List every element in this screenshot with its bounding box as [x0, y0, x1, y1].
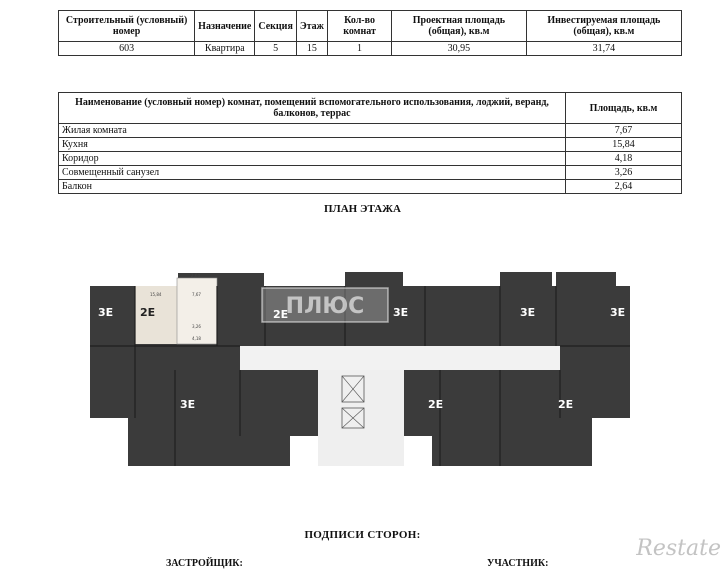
balcony: [345, 272, 403, 286]
unit-label: 3Е: [520, 306, 536, 319]
rooms-table: [58, 92, 682, 194]
room-area: 2,64: [566, 180, 682, 194]
room-area: 4,18: [566, 152, 682, 166]
participant-signature-label: УЧАСТНИК:: [487, 558, 549, 569]
highlighted-apartment-room: [177, 278, 217, 344]
area-label: 4,18: [192, 336, 201, 341]
corridor: [240, 346, 560, 370]
room-area: 15,84: [566, 138, 682, 152]
balcony: [556, 272, 616, 286]
unit-label: 3Е: [393, 306, 409, 319]
col-invest-area: Инвестируемая площадь (общая), кв.м: [526, 11, 681, 42]
balcony: [220, 273, 264, 287]
unit-label: 2Е: [428, 398, 444, 411]
table-row: [59, 138, 682, 152]
col-room-name: Наименование (условный номер) комнат, помещений вспомогательного использования, лоджий, веранд, балконов, террас: [59, 93, 566, 124]
developer-signature-label: ЗАСТРОЙЩИК:: [166, 558, 243, 569]
apartment-table: [58, 10, 682, 56]
col-rooms: Кол-во комнат: [327, 11, 391, 42]
room-name: Кухня: [59, 138, 566, 152]
table-row: [59, 42, 682, 56]
unit-label: 2Е: [558, 398, 574, 411]
unit-label: 3Е: [180, 398, 196, 411]
col-section: Секция: [255, 11, 296, 42]
cell-purpose: Квартира: [195, 42, 255, 56]
unit-label: 3Е: [610, 306, 626, 319]
area-label: 7,67: [192, 292, 201, 297]
watermark-text: ПЛЮС: [285, 294, 365, 319]
brand-watermark: Restate: [636, 536, 721, 561]
stair-core: [318, 370, 404, 466]
area-label: 2,64: [191, 273, 200, 278]
col-purpose: Назначение: [195, 11, 255, 42]
floor-plan: [80, 268, 645, 498]
cell-invest-area: 31,74: [526, 42, 681, 56]
col-room-area: Площадь, кв.м: [566, 93, 682, 124]
cell-number: 603: [59, 42, 195, 56]
area-label: 15,84: [150, 292, 162, 297]
cell-floor: 15: [296, 42, 327, 56]
signatures-title: ПОДПИСИ СТОРОН:: [304, 529, 421, 541]
col-floor: Этаж: [296, 11, 327, 42]
cell-section: 5: [255, 42, 296, 56]
table-row: [59, 124, 682, 138]
balcony: [500, 272, 552, 286]
table-row: [59, 166, 682, 180]
room-name: Жилая комната: [59, 124, 566, 138]
area-label: 3,26: [192, 324, 201, 329]
room-name: Коридор: [59, 152, 566, 166]
room-area: 3,26: [566, 166, 682, 180]
room-name: Балкон: [59, 180, 566, 194]
room-name: Совмещенный санузел: [59, 166, 566, 180]
table-row: [59, 152, 682, 166]
cell-design-area: 30,95: [392, 42, 527, 56]
cell-rooms: 1: [327, 42, 391, 56]
col-number: Строительный (условный) номер: [59, 11, 195, 42]
col-design-area: Проектная площадь (общая), кв.м: [392, 11, 527, 42]
plan-title: ПЛАН ЭТАЖА: [323, 203, 402, 215]
highlight-unit-label: 2Е: [140, 306, 156, 319]
table-row: [59, 180, 682, 194]
unit-label: 3Е: [98, 306, 114, 319]
room-area: 7,67: [566, 124, 682, 138]
